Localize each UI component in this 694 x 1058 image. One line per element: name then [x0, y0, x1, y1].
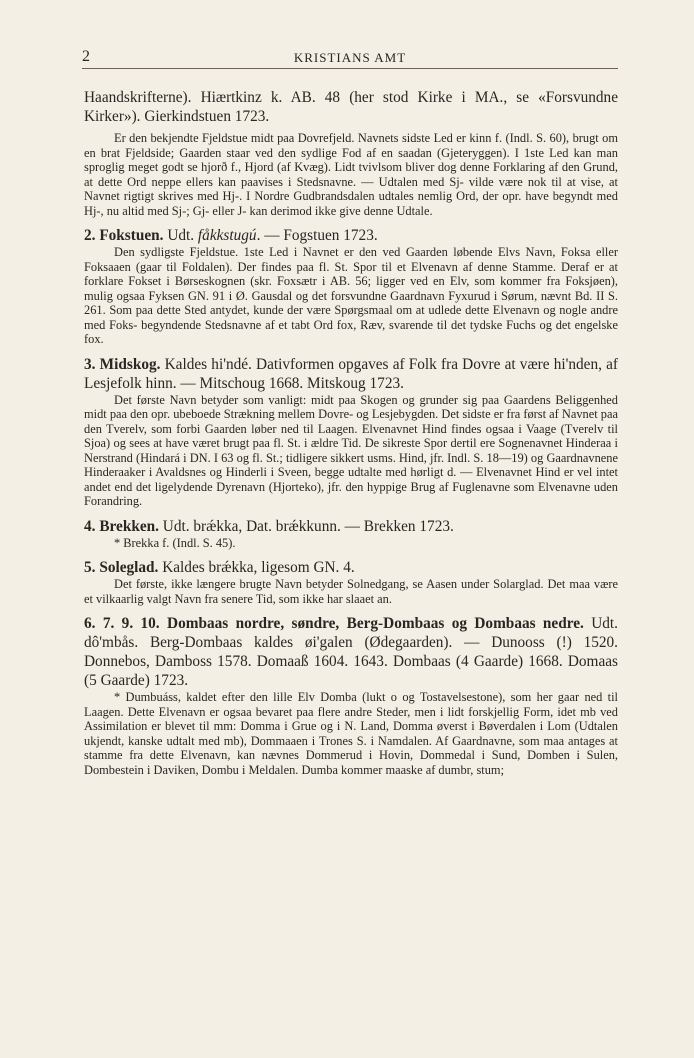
page-content [84, 88, 618, 777]
running-title: KRISTIANS AMT [293, 50, 407, 65]
page-header [82, 46, 618, 69]
entry-2-body: Den sydligste Fjeldstue. 1ste Led i Navnet er den ved Gaarden løbende Elvs Navn, Foksa eller Foksaaen (gaar til Foldalen). Der findes paa fl. St. Spor til et Elvenavn af denne Stamme. Deraf er at forklare Fokset i Børseskognen (skr. Foxsætr i AB. 56; ligger ved en Elv, som kommer fra Foksjøen), mulig ogsaa Fyksen GN. 91 i Ø. Gausdal og det forsvundne Gaardnavn Fyxurud i Sørum, nævnt Bd. II S. 261. Som paa dette Sted antydet, kunde der være Spørgsmaal om at udlede dette Elvenavn og nogle andre med Foks- begyndende Stedsnavne af et tabt Ord fox, Ræv, svarende til det tydske Fuchs og det engelske fox. [84, 245, 618, 346]
entry-number: 2. [84, 227, 96, 244]
entry-name: Fokstuen. [99, 227, 164, 244]
entry-name: Soleglad. [99, 559, 159, 576]
entry-number: 3. [84, 355, 96, 373]
entry-pronunciation: fåkkstugú [197, 227, 257, 244]
entry-5-body: Det første, ikke længere brugte Navn betyder Solnedgang, se Aasen under Solarglad. Det maa være et vilkaarlig valgt Navn fra senere Tid, som ikke har slaaet an. [84, 577, 618, 606]
intro-commentary: Er den bekjendte Fjeldstue midt paa Dovrefjeld. Navnets sidste Led er kinn f. (Indl. S. 60), brugt om en brat Fjeldside; Gaarden staar ved den sydlige Fod af en saadan (Gjeteryggen). I 1ste Led kan man sproglig meget godt se hjorð f., Hjord (af Kvæg). Lidt tvivlsom bliver dog denne Forklaring af den Grund, at dette Ord neppe ellers kan paavises i Stedsnavne. — Udtalen med Sj- vilde være nok til at vise, at Navnet rigtigt skrives med Hj-. I Nordre Gudbrandsdalen udtales nemlig Ord, der opr. have begyndt med Hj-, nu altid med Sj-; Gj- eller J- kan derimod ikke give denne Udtale. [84, 131, 618, 218]
entry-2-heading [84, 226, 618, 245]
page-number: 2 [82, 48, 90, 65]
intro-paragraph: Haandskrifterne). Hiærtkinz k. AB. 48 (her stod Kirke i MA., se «Forsvundne Kirker»). Gierkindstuen 1723. [84, 89, 618, 125]
entry-4-body: * Brekka f. (Indl. S. 45). [114, 535, 236, 550]
entry-number: 6. 7. 9. 10. [84, 615, 160, 632]
entry-head-text: Kaldes brǽkka, ligesom GN. 4. [158, 559, 355, 576]
entry-3-body: Det første Navn betyder som vanligt: midt paa Skogen og grunder sig paa Gaardens Beliggenhed midt paa den opr. ubeboede Strækning mellem Dovre- og Lesjebygden. Det sidste er fra først af Navnet paa den Tverelv, som forbi Gaarden løber ned til Laagen. Elvenavnet Hind findes ogsaa i Vaage (Tverelv til Sjoa) og sees at have været brugt paa fl. St. i ældre Tid. De sikreste Spor dertil ere Sognenavnet Hinderaa i Nerstrand (Hindará i DN. I 63 og fl. St.; tidligere sikkert usms. Hind, jfr. Indl. S. 18—19) og Gaardnavnene Hinderaaker i Avaldsnes og Hinderli i Sveen, begge udtalte med hørligt d. — Elvenavnet Hind er vel intet andet end det ligelydende Dyrenavn (Hjorteko), jfr. den hyppige Brug af Fuglenavne som Elvenavne uden Forandring. [84, 392, 618, 508]
entry-4-heading [84, 517, 618, 536]
entry-sources: . — Fogstuen 1723. [256, 227, 378, 244]
entry-6-body: * Dumbuáss, kaldet efter den lille Elv Domba (lukt o og Tostavelsestone), som her gaar ned til Laagen. Dette Elvenavn er ogsaa bevaret paa flere andre Steder, men i lidt forskjellig Form, idet mb ved Assimilation er blevet til mm: Domma i Grue og i N. Land, Domma øverst i Bøverdalen i Lom (Udtalen ukjendt, kanske udtalt med mb), Dommaaen i Trones S. i Namdalen. Af Gaardnavne, som maa antages at stamme fra dette Elvenavn, kan nævnes Dommerud i Hovin, Dommedal i Sund, Domben i Sulen, Dombestein i Daviken, Dombu i Meldalen. Dumba kommer maaske af dumbr, stum; [84, 690, 618, 777]
entry-head-text: Kaldes hi'ndé. Dativformen opgaves af Folk fra Dovre at være hi'nden, af Lesjefolk hinn. — Mitschoug 1668. Mitskoug 1723. [84, 355, 618, 392]
entry-udt: Udt. [163, 227, 198, 244]
entry-name: Midskog. [99, 355, 161, 373]
entry-6-heading [84, 614, 618, 690]
entry-head-text: Udt. brǽkka, Dat. brǽkkunn. — Brekken 1723. [158, 517, 454, 535]
entry-name: Dombaas nordre, søndre, Berg-Dombaas og Dombaas nedre. [167, 615, 584, 632]
entry-3-heading [84, 355, 618, 393]
entry-number: 4. [84, 517, 96, 535]
entry-head-text: Udt. dô'mbås. Berg-Dombaas kaldes øi'galen (Ødegaarden). — Dunooss (!) 1520. Donnebos, Damboss 1578. Domaaß 1604. 1643. Dombaas (4 Gaarde) 1668. Domaas (5 Gaarde) 1723. [84, 615, 618, 689]
entry-5-heading [84, 558, 618, 577]
entry-number: 5. [84, 559, 96, 576]
entry-name: Brekken. [99, 517, 159, 535]
